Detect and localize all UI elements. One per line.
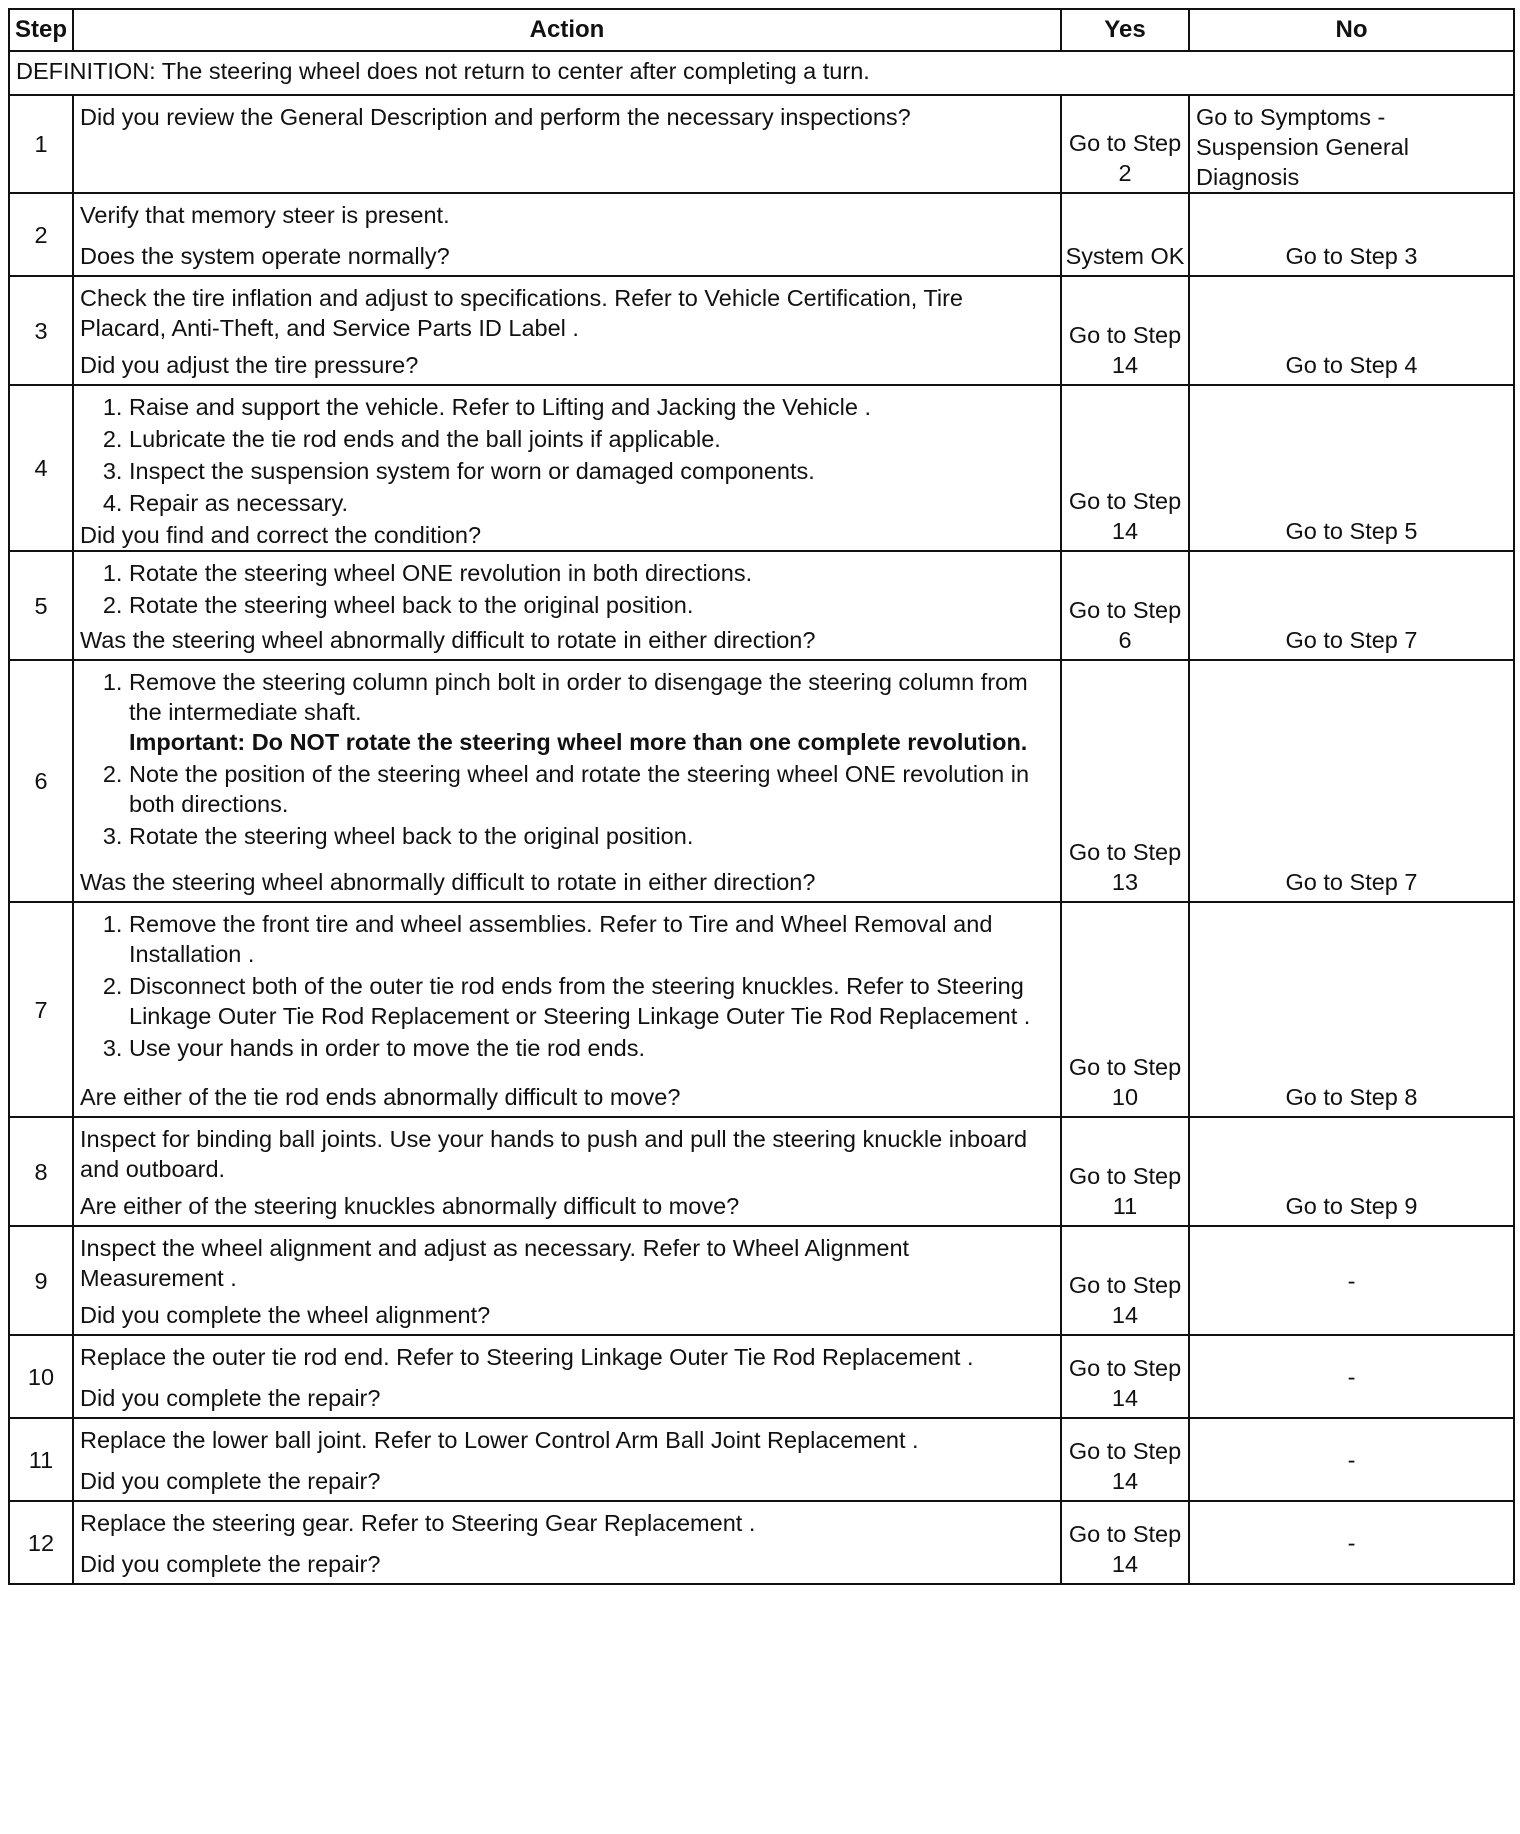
yes-cell: Go to Step 14 — [1061, 1418, 1189, 1501]
action-cell — [73, 902, 1061, 1117]
action-cell — [73, 1117, 1061, 1226]
yes-cell: Go to Step 11 — [1061, 1117, 1189, 1226]
header-yes: Yes — [1061, 9, 1189, 51]
action-steps-list — [80, 667, 1054, 853]
action-cell — [73, 276, 1061, 385]
step-number: 12 — [9, 1501, 73, 1584]
action-text: Replace the lower ball joint. Refer to Lower Control Arm Ball Joint Replacement . — [80, 1427, 919, 1453]
action-question: Did you adjust the tire pressure? — [80, 352, 419, 378]
definition-row — [9, 51, 1514, 95]
list-item: 3. Inspect the suspension system for worn or damaged components. — [129, 456, 1054, 486]
action-cell — [73, 660, 1061, 902]
action-steps-list — [80, 392, 1054, 520]
no-cell: - — [1189, 1418, 1514, 1501]
no-cell: Go to Step 7 — [1189, 660, 1514, 902]
action-question: Did you complete the repair? — [80, 1551, 381, 1577]
step-number: 9 — [9, 1226, 73, 1335]
table-row — [9, 1418, 1514, 1501]
header-no: No — [1189, 9, 1514, 51]
list-item: 1. Rotate the steering wheel ONE revolution in both directions. — [129, 558, 1054, 588]
step-number: 6 — [9, 660, 73, 902]
step-number: 11 — [9, 1418, 73, 1501]
action-question: Does the system operate normally? — [80, 243, 450, 269]
table-row — [9, 385, 1514, 551]
action-text: Replace the outer tie rod end. Refer to Steering Linkage Outer Tie Rod Replacement . — [80, 1344, 974, 1370]
step-number: 3 — [9, 276, 73, 385]
action-question: Did you find and correct the condition? — [80, 522, 482, 548]
step-number: 5 — [9, 551, 73, 660]
action-text: Did you review the General Description and perform the necessary inspections? — [80, 104, 911, 130]
step-number: 4 — [9, 385, 73, 551]
table-row — [9, 193, 1514, 276]
table-row — [9, 276, 1514, 385]
diagnostic-table — [8, 8, 1515, 1585]
header-step: Step — [9, 9, 73, 51]
yes-cell: System OK — [1061, 193, 1189, 276]
action-question: Was the steering wheel abnormally difficult to rotate in either direction? — [80, 627, 816, 653]
action-steps-list — [80, 909, 1054, 1065]
no-cell: - — [1189, 1335, 1514, 1418]
table-row — [9, 95, 1514, 193]
step-number: 8 — [9, 1117, 73, 1226]
list-item — [129, 667, 1054, 757]
yes-cell: Go to Step 14 — [1061, 385, 1189, 551]
yes-cell: Go to Step 6 — [1061, 551, 1189, 660]
list-item: 2. Lubricate the tie rod ends and the ball joints if applicable. — [129, 424, 1054, 454]
action-text: Inspect for binding ball joints. Use your hands to push and pull the steering knuckle inboard and outboard. — [80, 1126, 1028, 1182]
action-cell — [73, 385, 1061, 551]
list-item: 4. Repair as necessary. — [129, 488, 1054, 518]
header-row — [9, 9, 1514, 51]
list-item-text: Remove the steering column pinch bolt in order to disengage the steering column from the intermediate shaft. — [129, 669, 1028, 725]
yes-cell: Go to Step 10 — [1061, 902, 1189, 1117]
yes-cell: Go to Step 14 — [1061, 276, 1189, 385]
step-number: 1 — [9, 95, 73, 193]
step-number: 7 — [9, 902, 73, 1117]
step-number: 10 — [9, 1335, 73, 1418]
no-cell: Go to Step 5 — [1189, 385, 1514, 551]
list-item: 1. Raise and support the vehicle. Refer to Lifting and Jacking the Vehicle . — [129, 392, 1054, 422]
yes-cell: Go to Step 14 — [1061, 1335, 1189, 1418]
list-item: 2. Rotate the steering wheel back to the original position. — [129, 590, 1054, 620]
no-cell: Go to Symptoms - Suspension General Diagnosis — [1189, 95, 1514, 193]
table-row — [9, 1117, 1514, 1226]
table-row — [9, 551, 1514, 660]
no-cell: - — [1189, 1501, 1514, 1584]
list-item: 1. Remove the front tire and wheel assemblies. Refer to Tire and Wheel Removal and Installation . — [129, 909, 1054, 969]
action-text: Verify that memory steer is present. — [80, 202, 450, 228]
action-cell — [73, 1418, 1061, 1501]
no-cell: - — [1189, 1226, 1514, 1335]
list-item: 2. Note the position of the steering wheel and rotate the steering wheel ONE revolution in both directions. — [129, 759, 1054, 819]
action-steps-list — [80, 558, 1054, 622]
no-cell: Go to Step 4 — [1189, 276, 1514, 385]
yes-cell: Go to Step 14 — [1061, 1226, 1189, 1335]
action-cell — [73, 1226, 1061, 1335]
action-question: Was the steering wheel abnormally difficult to rotate in either direction? — [80, 869, 816, 895]
action-question: Are either of the steering knuckles abnormally difficult to move? — [80, 1193, 740, 1219]
no-cell: Go to Step 7 — [1189, 551, 1514, 660]
list-item: 3. Use your hands in order to move the tie rod ends. — [129, 1033, 1054, 1063]
action-question: Did you complete the wheel alignment? — [80, 1302, 491, 1328]
no-cell: Go to Step 8 — [1189, 902, 1514, 1117]
action-cell — [73, 1335, 1061, 1418]
action-cell — [73, 1501, 1061, 1584]
action-question: Did you complete the repair? — [80, 1468, 381, 1494]
step-number: 2 — [9, 193, 73, 276]
action-question: Are either of the tie rod ends abnormally difficult to move? — [80, 1084, 681, 1110]
table-row — [9, 1226, 1514, 1335]
list-item: 3. Rotate the steering wheel back to the original position. — [129, 821, 1054, 851]
table-row — [9, 1335, 1514, 1418]
definition-text: DEFINITION: The steering wheel does not return to center after completing a turn. — [9, 51, 1514, 95]
header-action: Action — [73, 9, 1061, 51]
table-row — [9, 902, 1514, 1117]
no-cell: Go to Step 9 — [1189, 1117, 1514, 1226]
action-cell — [73, 551, 1061, 660]
yes-cell: Go to Step 13 — [1061, 660, 1189, 902]
action-cell — [73, 193, 1061, 276]
table-row — [9, 1501, 1514, 1584]
important-note: Important: Do NOT rotate the steering wheel more than one complete revolution. — [129, 729, 1028, 755]
action-text: Replace the steering gear. Refer to Steering Gear Replacement . — [80, 1510, 756, 1536]
action-cell — [73, 95, 1061, 193]
list-item: 2. Disconnect both of the outer tie rod ends from the steering knuckles. Refer to Steering Linkage Outer Tie Rod Replacement or Steering Linkage Outer Tie Rod Replacement . — [129, 971, 1054, 1031]
yes-cell: Go to Step 14 — [1061, 1501, 1189, 1584]
action-question: Did you complete the repair? — [80, 1385, 381, 1411]
no-cell: Go to Step 3 — [1189, 193, 1514, 276]
action-text: Inspect the wheel alignment and adjust as necessary. Refer to Wheel Alignment Measurement . — [80, 1235, 910, 1291]
table-row — [9, 660, 1514, 902]
yes-cell: Go to Step 2 — [1061, 95, 1189, 193]
action-text: Check the tire inflation and adjust to specifications. Refer to Vehicle Certification, Tire Placard, Anti-Theft, and Service Parts ID Label . — [80, 285, 964, 341]
